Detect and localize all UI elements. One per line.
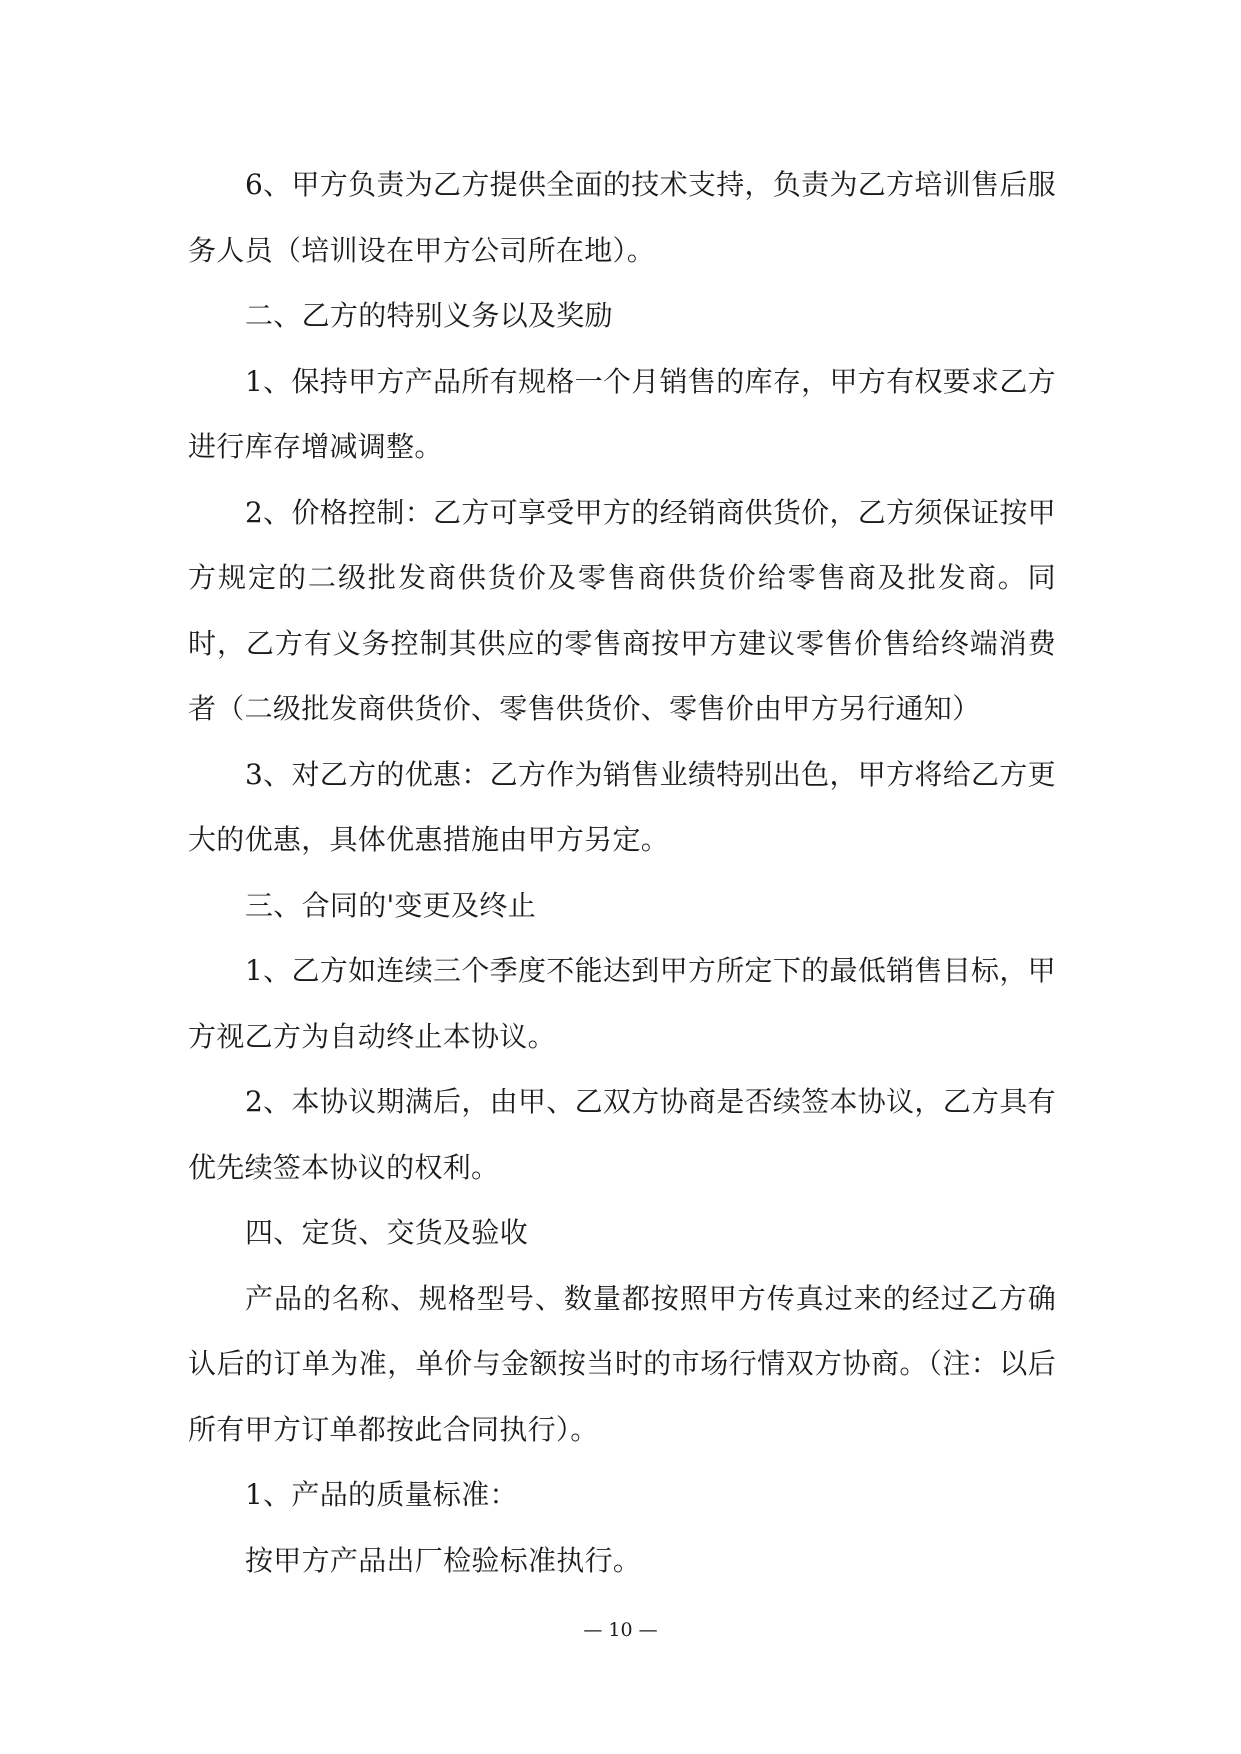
paragraph-quality-standard: 按甲方产品出厂检验标准执行。	[245, 1543, 642, 1577]
section-heading-2: 二、乙方的特别义务以及奖励	[245, 299, 613, 332]
section-heading-3: 三、合同的'变更及终止	[245, 888, 536, 922]
paragraph-item-1-inventory: 1、保持甲方产品所有规格一个月销售的库存，甲方有权要求乙方进行库存增减调整。	[188, 364, 1056, 463]
paragraph-item-1-quality: 1、产品的质量标准：	[245, 1478, 518, 1511]
paragraph-order-terms: 产品的名称、规格型号、数量都按照甲方传真过来的经过乙方确认后的订单为准，单价与金额按当时的市场行情双方协商。（注：以后所有甲方订单都按此合同执行）。	[188, 1281, 1056, 1446]
paragraph-item-3-discount: 3、对乙方的优惠：乙方作为销售业绩特别出色，甲方将给乙方更大的优惠，具体优惠措施由甲方另定。	[188, 757, 1056, 856]
paragraph-item-2-price-control: 2、价格控制：乙方可享受甲方的经销商供货价，乙方须保证按甲方规定的二级批发商供货价及零售商供货价给零售商及批发商。同时，乙方有义务控制其供应的零售商按甲方建议零售价售给终端消费者（二级批发商供货价、零售供货价、零售价由甲方另行通知）	[188, 495, 1056, 725]
page-number: — 10 —	[583, 1619, 658, 1641]
paragraph-item-6-tech-support: 6、甲方负责为乙方提供全面的技术支持，负责为乙方培训售后服务人员（培训设在甲方公司所在地）。	[188, 168, 1056, 267]
paragraph-item-2-renewal: 2、本协议期满后，由甲、乙双方协商是否续签本协议，乙方具有优先续签本协议的权利。	[188, 1085, 1056, 1184]
paragraph-item-1-termination: 1、乙方如连续三个季度不能达到甲方所定下的最低销售目标，甲方视乙方为自动终止本协议。	[188, 954, 1056, 1053]
document-body	[188, 152, 1056, 1593]
section-heading-4: 四、定货、交货及验收	[245, 1216, 529, 1249]
